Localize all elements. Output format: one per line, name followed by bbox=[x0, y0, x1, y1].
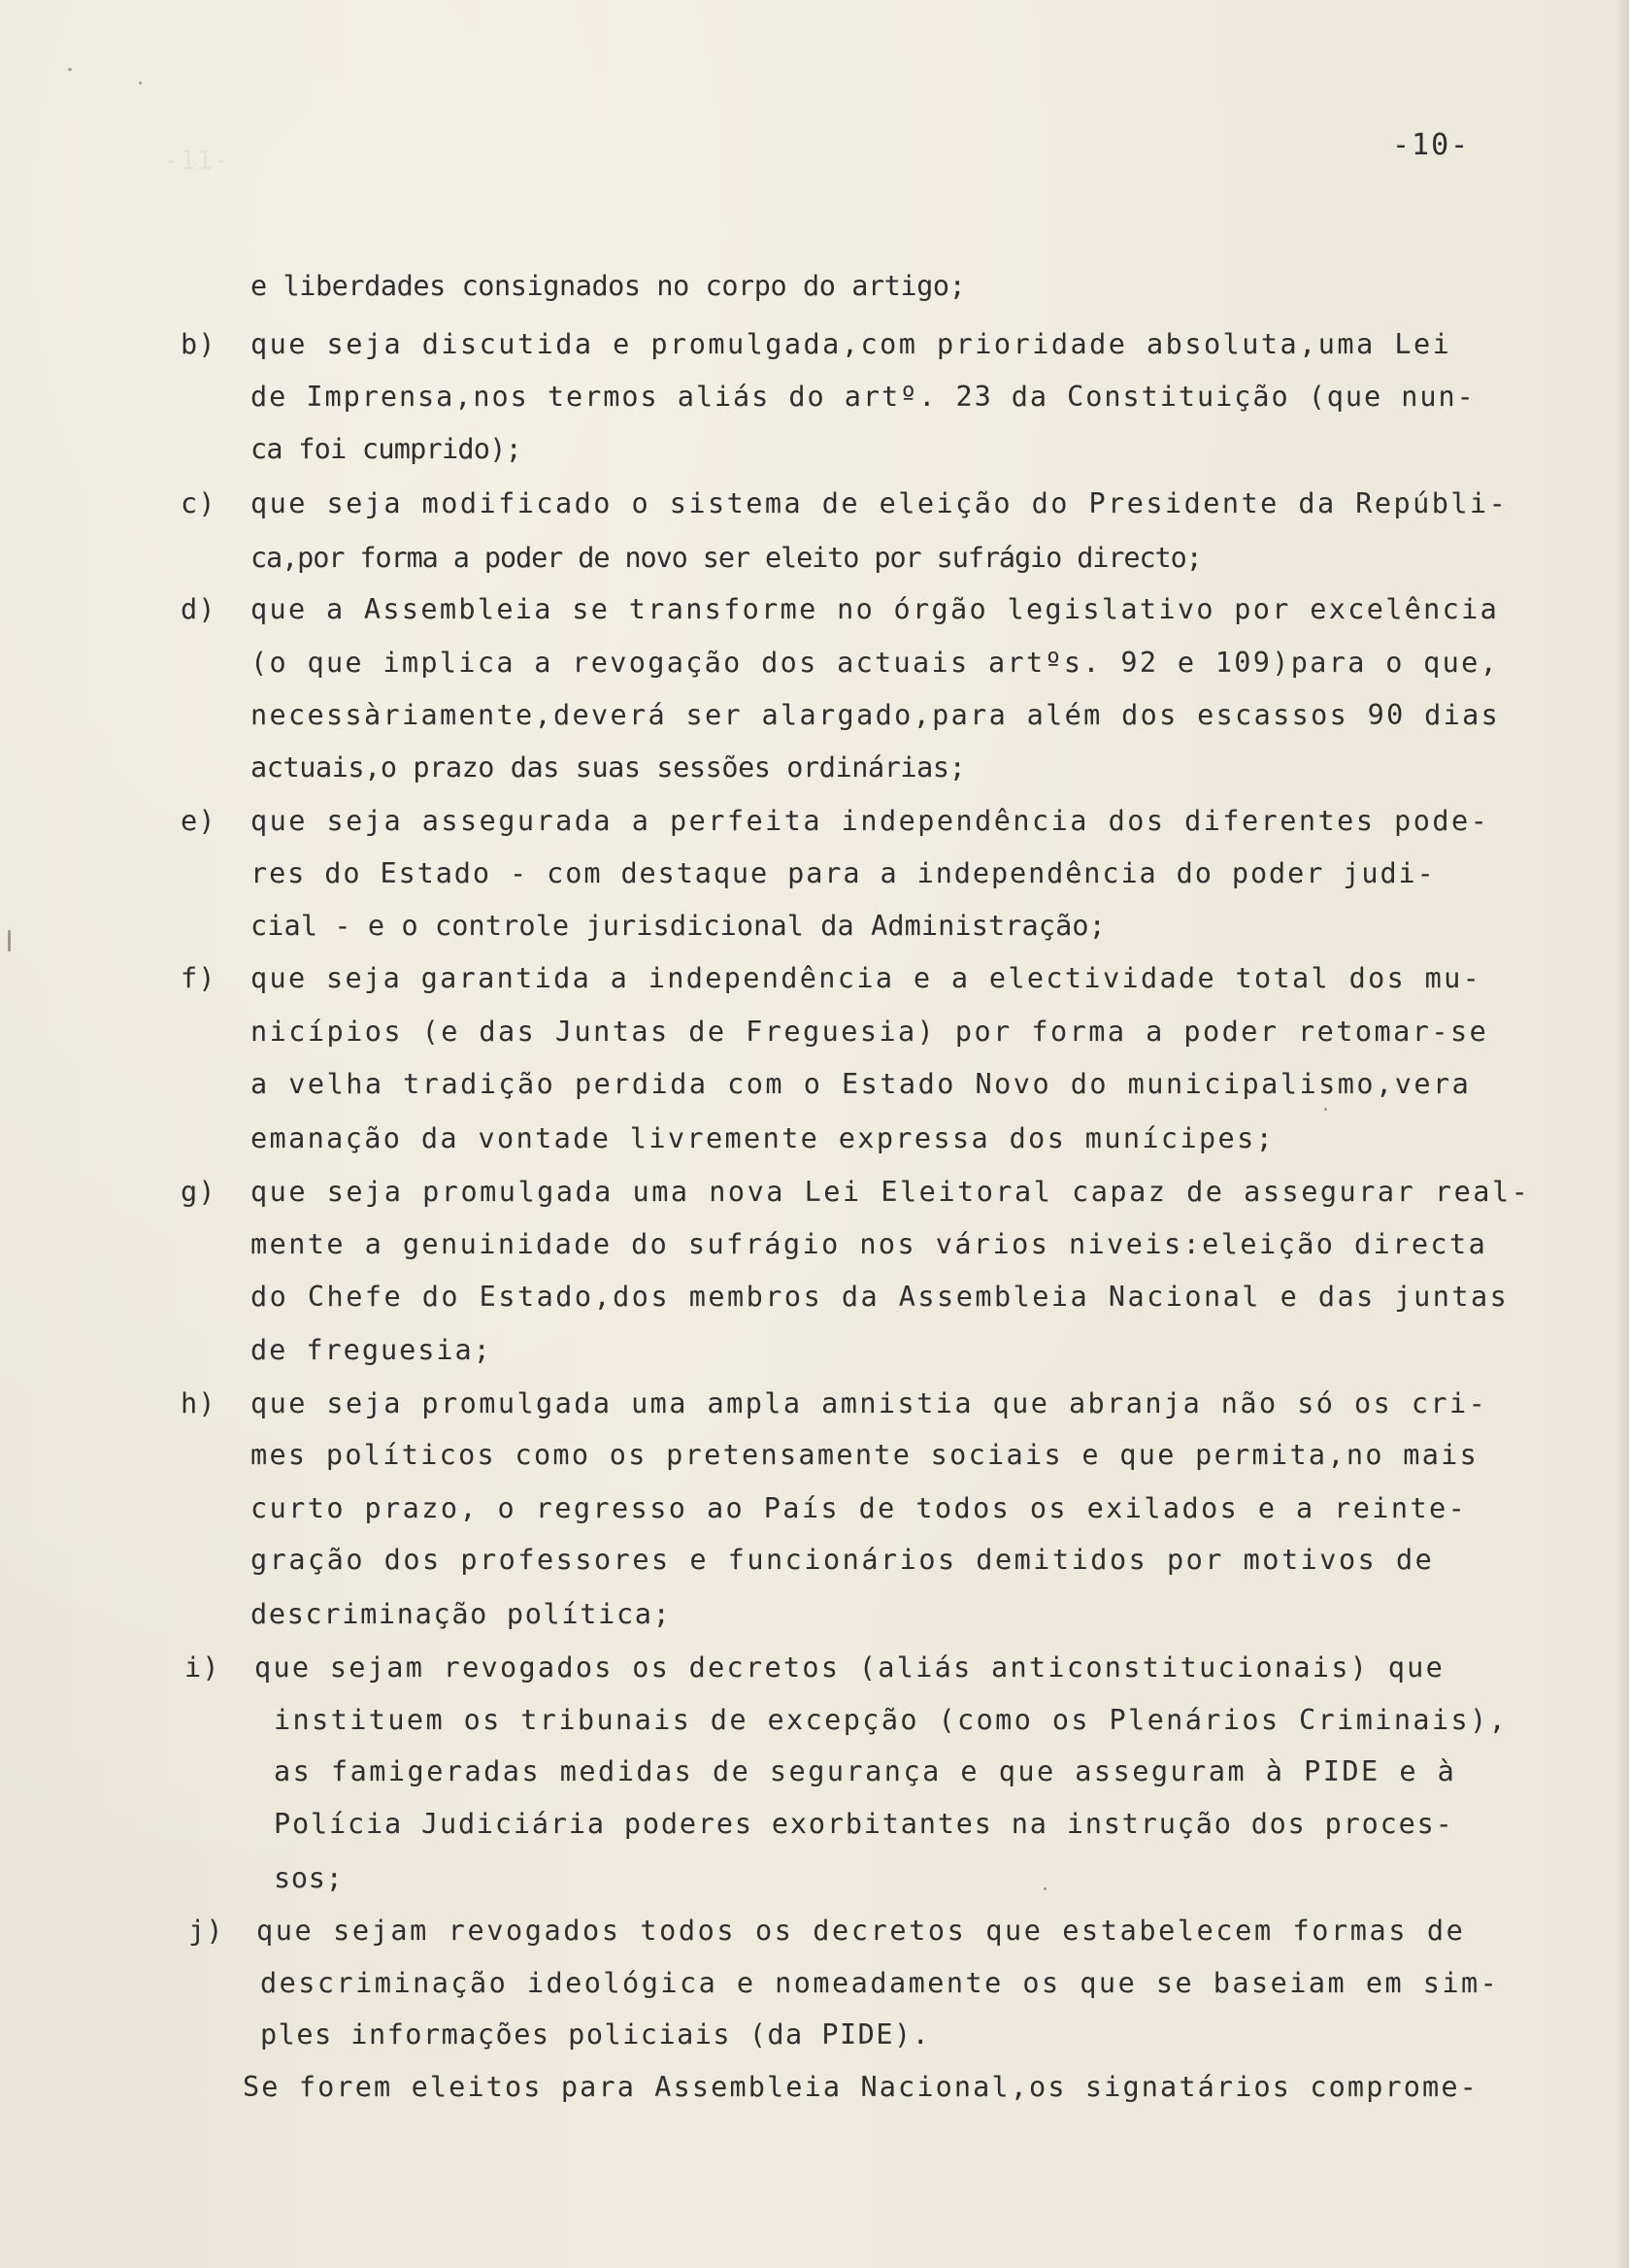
text-line: de freguesia; bbox=[250, 1334, 492, 1366]
text-line: descriminação política; bbox=[250, 1598, 672, 1630]
paper-speck bbox=[1324, 1108, 1327, 1111]
text-line: Polícia Judiciária poderes exorbitantes na instrução dos proces- bbox=[274, 1808, 1454, 1840]
item-marker: d) bbox=[181, 593, 216, 625]
text-line: nicípios (e das Juntas de Freguesia) por forma a poder retomar-se bbox=[250, 1016, 1489, 1048]
paper-speck bbox=[8, 930, 11, 951]
text-line: que seja modificado o sistema de eleição do Presidente da Repúbli- bbox=[250, 487, 1509, 519]
item-marker: g) bbox=[181, 1176, 216, 1208]
paper-speck bbox=[139, 82, 142, 84]
text-line: mes políticos como os pretensamente sociais e que permita,no mais bbox=[250, 1439, 1479, 1471]
item-marker: f) bbox=[181, 962, 216, 994]
text-line: e liberdades consignados no corpo do artigo; bbox=[250, 270, 966, 302]
text-line: emanação da vontade livremente expressa dos munícipes; bbox=[250, 1122, 1276, 1154]
text-line: descriminação ideológica e nomeadamente os que se baseiam em sim- bbox=[260, 1967, 1500, 1999]
text-line: que seja promulgada uma nova Lei Eleitoral capaz de assegurar real- bbox=[250, 1176, 1531, 1208]
text-line: curto prazo, o regresso ao País de todos os exilados e a reinte- bbox=[250, 1492, 1468, 1524]
text-line: a velha tradição perdida com o Estado Novo do municipalismo,vera bbox=[250, 1068, 1472, 1100]
item-marker: c) bbox=[181, 487, 216, 519]
text-line: Se forem eleitos para Assembleia Nacional,os signatários comprome- bbox=[243, 2071, 1479, 2103]
text-line: ca,por forma a poder de novo ser eleito por sufrágio directo; bbox=[250, 542, 1202, 574]
bleed-through-page-number: -11- bbox=[163, 146, 231, 176]
text-line: as famigeradas medidas de segurança e que asseguram à PIDE e à bbox=[274, 1755, 1457, 1787]
item-marker: b) bbox=[181, 328, 216, 360]
text-line: de Imprensa,nos termos aliás do artº. 23 da Constituição (que nun- bbox=[250, 381, 1476, 413]
page-edge-shadow bbox=[1615, 0, 1629, 2268]
text-line: cial - e o controle jurisdicional da Administração; bbox=[250, 910, 1106, 942]
text-line: que sejam revogados os decretos (aliás anticonstitucionais) que bbox=[254, 1651, 1446, 1684]
text-line: mente a genuinidade do sufrágio nos vários niveis:eleição directa bbox=[250, 1228, 1488, 1260]
text-line: que seja assegurada a perfeita independência dos diferentes pode- bbox=[250, 805, 1490, 837]
item-marker: i) bbox=[184, 1651, 220, 1684]
text-line: ples informações policiais (da PIDE). bbox=[260, 2018, 931, 2051]
text-line: que a Assembleia se transforme no órgão legislativo por excelência bbox=[250, 593, 1500, 625]
item-marker: h) bbox=[181, 1387, 216, 1419]
item-marker: j) bbox=[188, 1915, 224, 1947]
text-line: res do Estado - com destaque para a independência do poder judi- bbox=[250, 857, 1436, 889]
item-marker: e) bbox=[181, 805, 216, 837]
text-line: instituem os tribunais de excepção (como os Plenários Criminais), bbox=[274, 1704, 1509, 1736]
text-line: actuais,o prazo das suas sessões ordinárias; bbox=[250, 751, 966, 784]
text-line: (o que implica a revogação dos actuais artºs. 92 e 109)para o que, bbox=[250, 647, 1500, 679]
text-line: que sejam revogados todos os decretos que estabelecem formas de bbox=[256, 1915, 1466, 1947]
text-line: gração dos professores e funcionários demitidos por motivos de bbox=[250, 1544, 1435, 1576]
text-line: ca foi cumprido); bbox=[250, 433, 522, 465]
paper-speck bbox=[68, 68, 72, 71]
text-line: necessàriamente,deverá ser alargado,para além dos escassos 90 dias bbox=[250, 699, 1501, 731]
text-line: que seja promulgada uma ampla amnistia que abranja não só os cri- bbox=[250, 1387, 1488, 1419]
text-line: sos; bbox=[274, 1862, 344, 1894]
page-number: -10- bbox=[1392, 128, 1471, 162]
paper-speck bbox=[1044, 1887, 1047, 1890]
text-line: que seja discutida e promulgada,com prioridade absoluta,uma Lei bbox=[250, 328, 1452, 360]
text-line: do Chefe do Estado,dos membros da Assembleia Nacional e das juntas bbox=[250, 1281, 1510, 1313]
text-line: que seja garantida a independência e a electividade total dos mu- bbox=[250, 962, 1482, 994]
